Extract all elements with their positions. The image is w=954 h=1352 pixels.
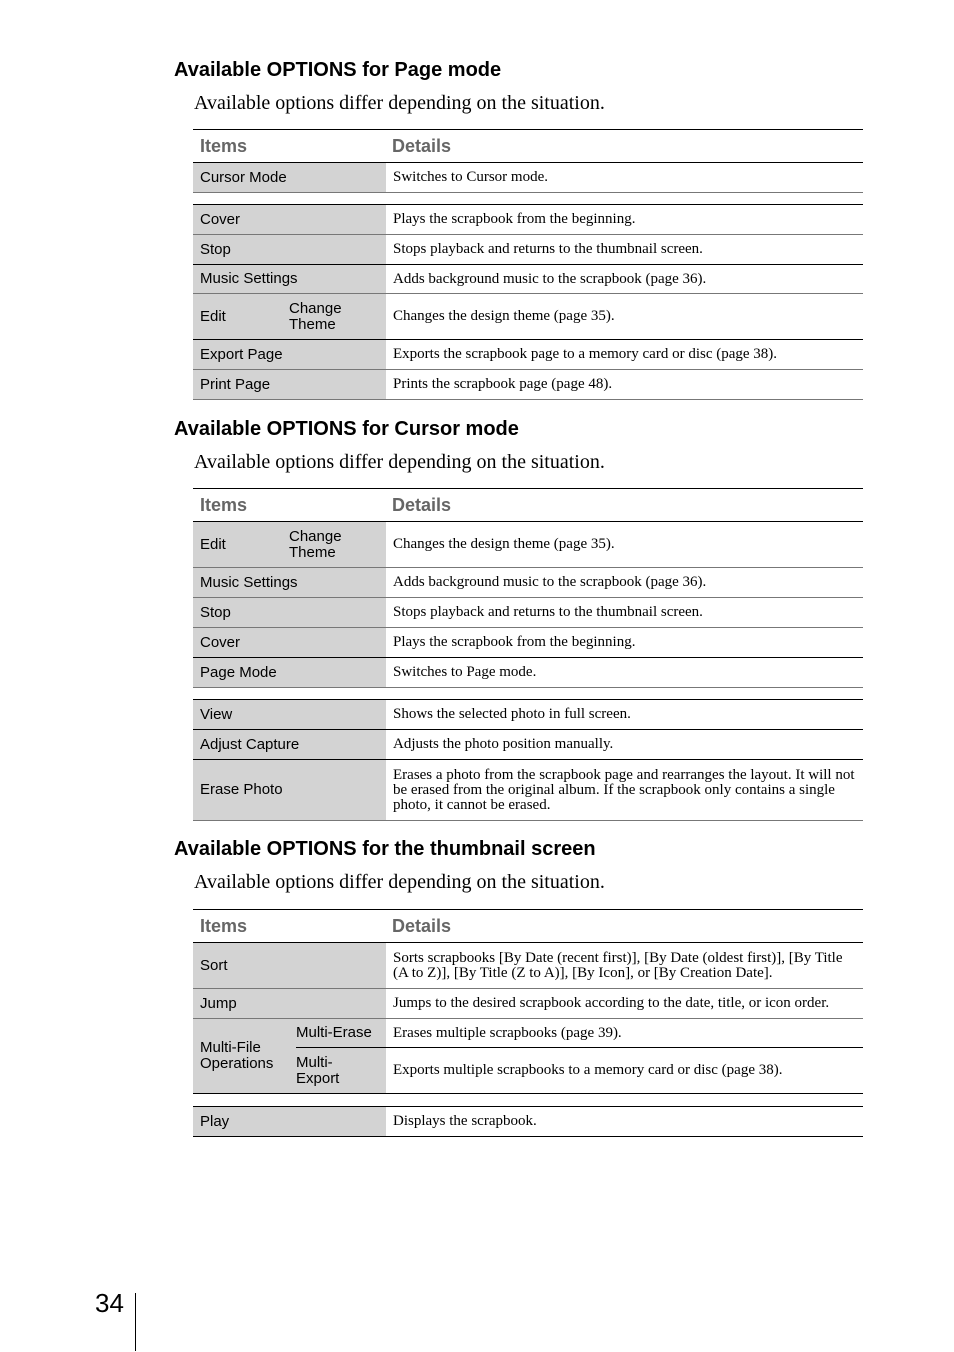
item-sub: Multi-Erase [296, 1019, 386, 1047]
page-number: 34 [95, 1288, 124, 1318]
column-header-details: Details [392, 915, 452, 936]
detail-cell: Erases multiple scrapbooks (page 39). [393, 1024, 622, 1041]
detail-cell: Prints the scrapbook page (page 48). [393, 376, 613, 392]
row-gap [193, 193, 863, 205]
item-cell: Jump [193, 989, 386, 1018]
column-header-items: Items [200, 915, 248, 936]
detail-cell: Changes the design theme (page 35). [393, 536, 615, 552]
table-row [296, 1048, 863, 1093]
column-header-items: Items [200, 135, 248, 156]
section-title-cursor-mode: Available OPTIONS for Cursor mode [174, 418, 519, 440]
detail-cell: Displays the scrapbook. [393, 1113, 537, 1129]
detail-cell: Changes the design theme (page 35). [393, 308, 615, 324]
item-cell: Cover [193, 628, 386, 657]
table-row [193, 294, 863, 340]
detail-cell: Plays the scrapbook from the beginning. [393, 211, 636, 227]
column-header-details: Details [392, 494, 452, 515]
item-cell: View [193, 700, 386, 729]
table-row [193, 235, 863, 265]
table-row [193, 1107, 863, 1137]
table-row [193, 370, 863, 400]
detail-cell: Stops playback and returns to the thumbnail screen. [393, 604, 703, 620]
item-cell: Export Page [193, 340, 386, 369]
table-row [193, 658, 863, 688]
table-row [296, 1019, 863, 1048]
item-sub: Change Theme [289, 299, 342, 333]
column-header-items: Items [200, 494, 248, 515]
item-main: Edit [200, 535, 226, 553]
detail-cell: Exports the scrapbook page to a memory card or disc (page 38). [393, 346, 778, 362]
item-cell [193, 294, 386, 339]
table-row [193, 700, 863, 730]
section-title-thumbnail-screen: Available OPTIONS for the thumbnail screen [174, 838, 596, 860]
table-row [193, 598, 863, 628]
table-header [193, 130, 863, 163]
table-row [193, 760, 863, 821]
detail-cell: Shows the selected photo in full screen. [393, 706, 631, 722]
section-intro: Available options differ depending on the situation. [194, 451, 605, 473]
sub-rows [296, 1019, 863, 1093]
item-sub [296, 1048, 386, 1093]
item-cell: Erase Photo [193, 760, 386, 820]
item-cell: Music Settings [193, 568, 386, 597]
table-row [193, 943, 863, 989]
detail-cell: Plays the scrapbook from the beginning. [393, 634, 636, 650]
table-row [193, 205, 863, 235]
section-intro: Available options differ depending on the situation. [194, 92, 605, 114]
options-table-cursor-mode [193, 488, 863, 821]
row-gap [193, 688, 863, 700]
section-title-page-mode: Available OPTIONS for Page mode [174, 59, 502, 81]
item-cell: Stop [193, 598, 386, 627]
item-cell: Stop [193, 235, 386, 264]
detail-cell: Switches to Page mode. [393, 664, 537, 680]
table-row [193, 163, 863, 193]
table-header [193, 489, 863, 522]
table-row [193, 568, 863, 598]
item-cell: Multi-File Operations [193, 1019, 296, 1093]
detail-cell: Adjusts the photo position manually. [393, 736, 614, 752]
item-cell: Music Settings [193, 265, 386, 293]
table-header [193, 910, 863, 943]
table-row [193, 989, 863, 1019]
options-table-thumbnail-screen [193, 909, 863, 1137]
item-cell: Cover [193, 205, 386, 234]
table-row-group [193, 1019, 863, 1094]
detail-cell: Switches to Cursor mode. [393, 169, 548, 185]
detail-cell: Adds background music to the scrapbook (page 36). [393, 270, 707, 287]
options-table-page-mode [193, 129, 863, 400]
item-main: Edit [200, 307, 226, 325]
item-cell: Play [193, 1107, 386, 1136]
item-cell: Adjust Capture [193, 730, 386, 759]
table-row [193, 340, 863, 370]
item-sub: Change Theme [289, 527, 342, 561]
item-cell: Page Mode [193, 658, 386, 687]
detail-cell: Erases a photo from the scrapbook page and rearranges the layout. It will not be erased from the original album. If the scrapbook only contains a single photo, it cannot be erased. [393, 766, 855, 813]
section-intro: Available options differ depending on the situation. [194, 871, 605, 893]
table-row [193, 628, 863, 658]
item-sub-label: Multi-Export [296, 1053, 340, 1087]
detail-cell: Exports multiple scrapbooks to a memory card or disc (page 38). [393, 1062, 783, 1078]
item-cell [193, 522, 386, 567]
item-cell: Cursor Mode [193, 163, 386, 192]
table-row [193, 730, 863, 760]
detail-cell: Stops playback and returns to the thumbnail screen. [393, 241, 703, 257]
table-row [193, 265, 863, 294]
item-cell: Sort [193, 943, 386, 988]
detail-cell: Adds background music to the scrapbook (page 36). [393, 574, 707, 590]
row-gap [193, 1094, 863, 1107]
item-cell: Print Page [193, 370, 386, 399]
detail-cell: Sorts scrapbooks [By Date (recent first)], [By Date (oldest first)], [By Title (A to Z)], [By Title (Z to A)], [By Icon], or [By Creation Date]. [393, 949, 843, 981]
page-number-divider [135, 1293, 136, 1351]
table-row [193, 522, 863, 568]
detail-cell: Jumps to the desired scrapbook according to the date, title, or icon order. [393, 995, 830, 1011]
column-header-details: Details [392, 135, 452, 156]
